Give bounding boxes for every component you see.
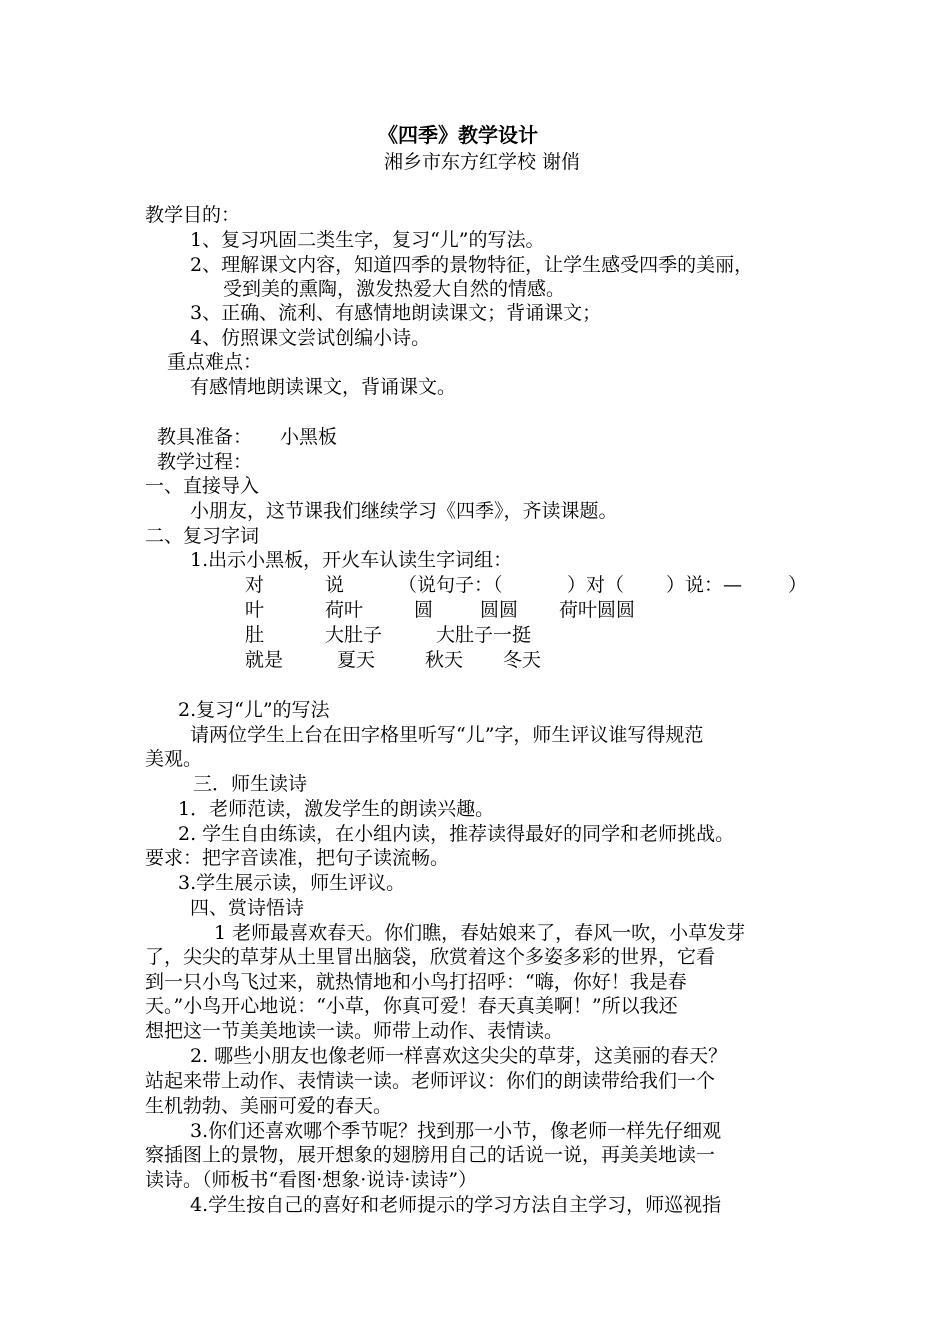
section-heading: 一、直接导入 — [145, 475, 260, 497]
section-heading: 三．师生读诗 — [193, 773, 308, 795]
paragraph-line: 察插图上的景物，展开想象的翅膀用自己的话说一说，再美美地读一 — [145, 1144, 716, 1166]
word-cell: 就是 — [245, 649, 284, 671]
paragraph-line: 天。”小鸟开心地说：“小草，你真可爱！春天真美啊！”所以我还 — [145, 995, 678, 1017]
objective-item-continued: 受到美的熏陶，激发热爱大自然的情感。 — [223, 278, 566, 300]
paragraph-line: 4.学生按自己的喜好和老师提示的学习方法自主学习，师巡视指 — [190, 1194, 722, 1216]
word-cell: 圆圆 — [480, 599, 519, 621]
section-heading: 四、赏诗悟诗 — [190, 897, 305, 919]
objective-item: 3、正确、流利、有感情地朗读课文；背诵课文； — [190, 302, 602, 324]
paragraph: 美观。 — [145, 748, 203, 770]
paragraph: 请两位学生上台在田字格里听写“儿”字，师生评议谁写得规范 — [190, 724, 704, 746]
objective-item: 1、复习巩固二类生字，复习“儿”的写法。 — [190, 229, 545, 251]
paragraph-line: 1 老师最喜欢春天。你们瞧，春姑娘来了，春风一吹，小草发芽 — [214, 922, 746, 944]
word-cell: 说 — [325, 574, 345, 596]
paragraph-line: 3.你们还喜欢哪个季节呢？找到那一小节，像老师一样先仔细观 — [190, 1120, 722, 1142]
paragraph-line: 想把这一节美美地读一读。师带上动作、表情读。 — [145, 1020, 564, 1042]
word-cell: 对 — [245, 574, 265, 596]
word-cell: 秋天 — [425, 649, 464, 671]
tools-value: 小黑板 — [280, 426, 338, 448]
key-points-text: 有感情地朗读课文，背诵课文。 — [190, 376, 457, 398]
word-cell: 肚 — [245, 624, 265, 646]
document-title: 《四季》教学设计 — [378, 123, 538, 147]
word-cell: 荷叶 — [325, 599, 364, 621]
word-cell: 大肚子一挺 — [436, 624, 532, 646]
list-item: 2. 学生自由练读，在小组内读，推荐读得最好的同学和老师挑战。 — [178, 823, 735, 845]
word-cell: 夏天 — [337, 649, 376, 671]
word-cell: 圆 — [414, 599, 434, 621]
word-cell: （说句子：（ — [398, 574, 503, 596]
word-cell: 荷叶圆圆 — [559, 599, 636, 621]
tools-label: 教具准备： — [157, 426, 253, 448]
author-line: 湘乡市东方红学校 谢俏 — [384, 151, 581, 173]
paragraph-line: 了，尖尖的草芽从土里冒出脑袋，欣赏着这个多姿多彩的世界，它看 — [145, 946, 716, 968]
word-cell: 叶 — [245, 599, 265, 621]
section-heading: 二、复习字词 — [145, 525, 260, 547]
paragraph-line: 生机勃勃、美丽可爱的春天。 — [145, 1095, 393, 1117]
paragraph-line: 到一只小鸟飞过来，就热情地和小鸟打招呼：“嗨，你好！我是春 — [145, 971, 687, 993]
list-item: 1．老师范读，激发学生的朗读兴趣。 — [178, 798, 495, 820]
paragraph-line: 读诗。（师板书“看图·想象·说诗·读诗”） — [145, 1169, 478, 1191]
word-cell: ）对（ — [567, 574, 625, 596]
word-cell: ） — [788, 574, 808, 596]
objective-item: 4、仿照课文尝试创编小诗。 — [190, 327, 431, 349]
step-text: 2.复习“儿”的写法 — [178, 699, 330, 721]
word-cell: ）说：— — [666, 574, 743, 596]
key-points-heading: 重点难点： — [167, 351, 263, 373]
objective-item: 2、理解课文内容，知道四季的景物特征，让学生感受四季的美丽， — [190, 254, 754, 276]
list-item: 要求：把字音读准，把句子读流畅。 — [145, 847, 450, 869]
word-cell: 冬天 — [503, 649, 542, 671]
paragraph: 小朋友，这节课我们继续学习《四季》，齐读课题。 — [190, 500, 618, 522]
list-item: 3.学生展示读，师生评议。 — [178, 872, 406, 894]
paragraph-line: 站起来带上动作、表情读一读。老师评议：你们的朗读带给我们一个 — [145, 1070, 716, 1092]
word-cell: 大肚子 — [325, 624, 383, 646]
paragraph-line: 2. 哪些小朋友也像老师一样喜欢这尖尖的草芽，这美丽的春天？ — [190, 1045, 728, 1067]
objectives-heading: 教学目的： — [145, 204, 241, 226]
step-text: 1.出示小黑板，开火车认读生字词组： — [190, 549, 513, 571]
process-heading: 教学过程： — [157, 451, 253, 473]
